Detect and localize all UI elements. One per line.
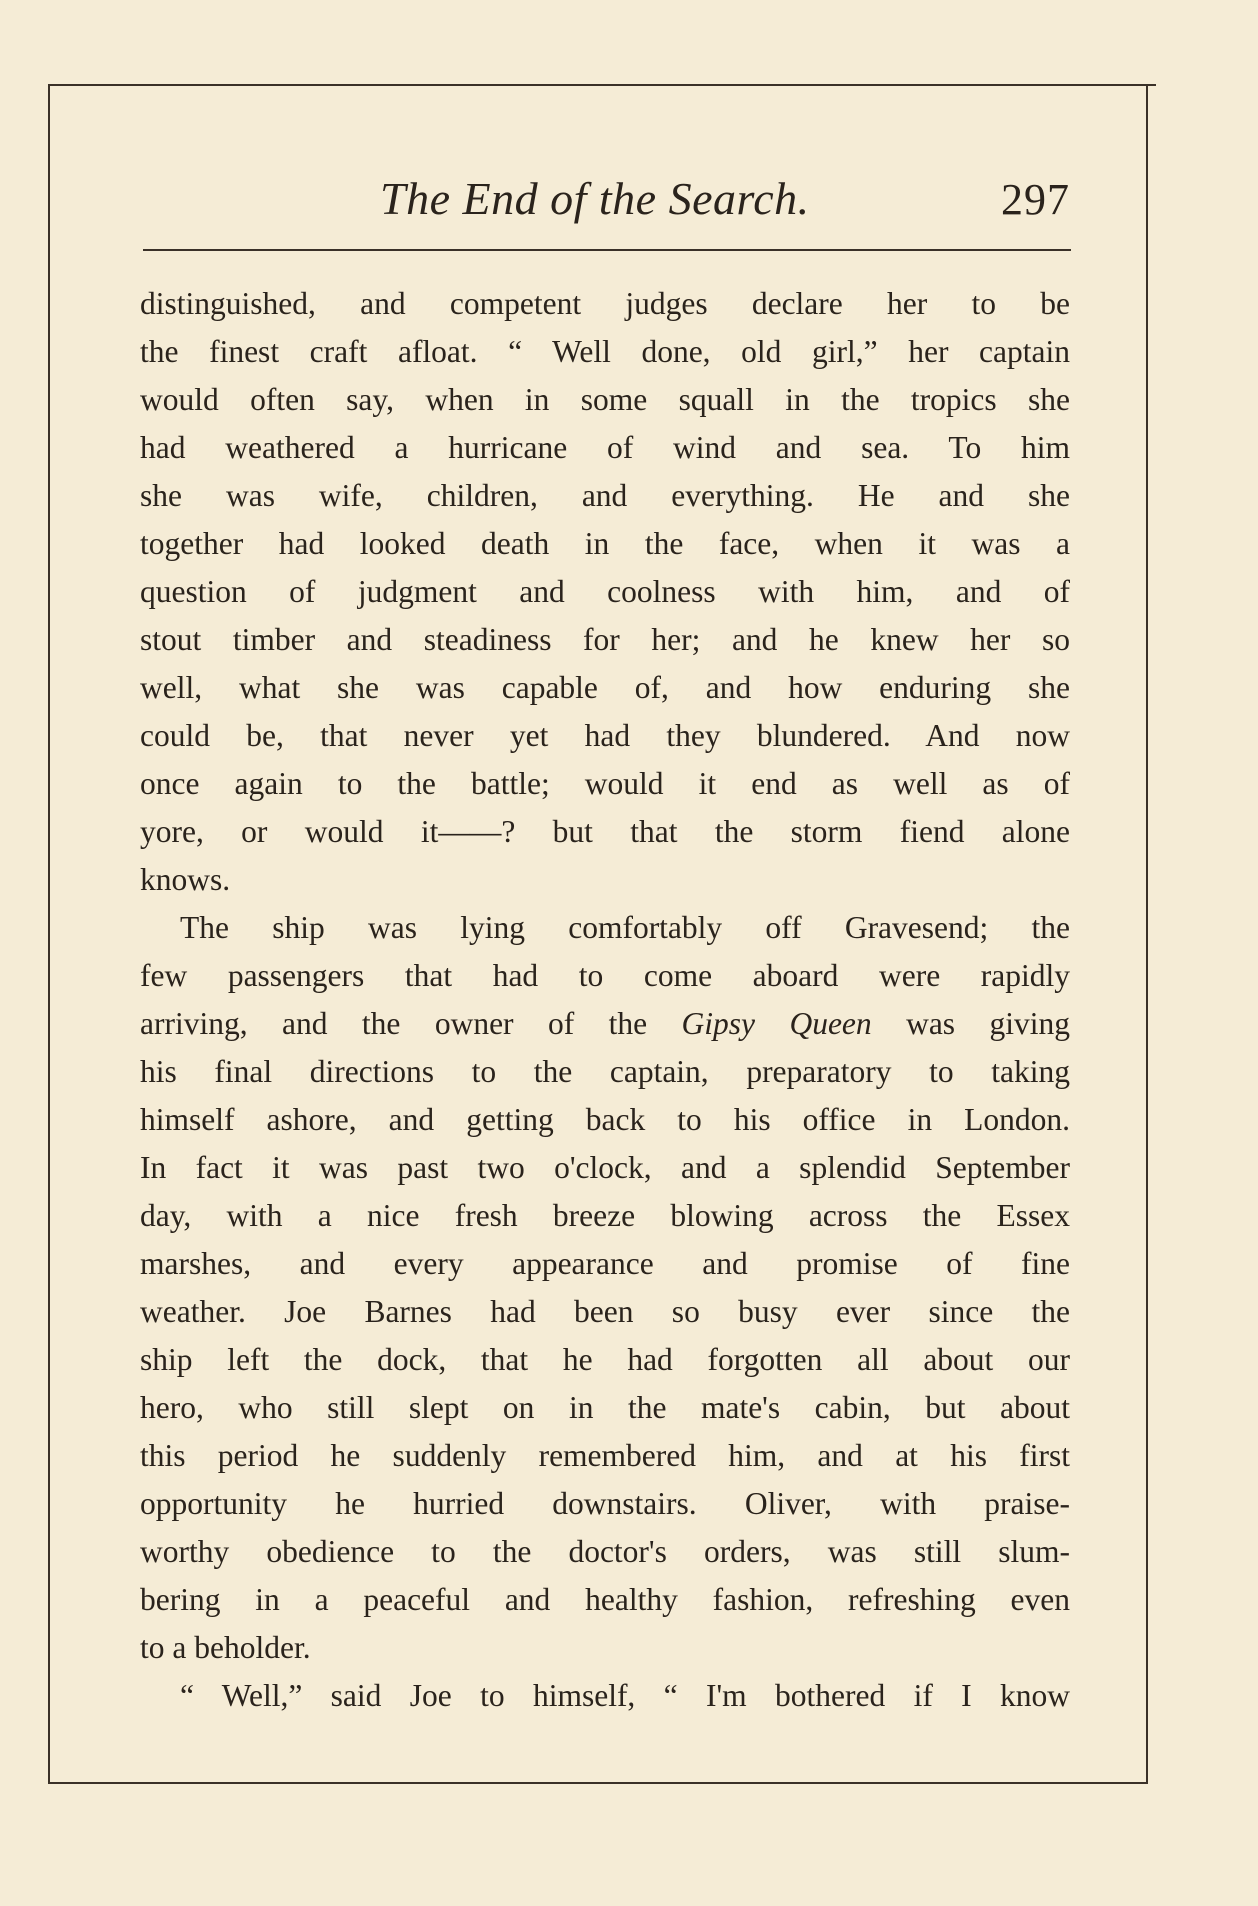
text-line: stout timber and steadiness for her; and he knew her so: [140, 622, 1070, 657]
text-line: marshes, and every appearance and promise of fine: [140, 1246, 1070, 1281]
text-line: worthy obedience to the doctor's orders, was still slum-: [140, 1534, 1070, 1569]
text-line: had weathered a hurricane of wind and sea. To him: [140, 430, 1070, 465]
page-number: 297: [1001, 175, 1070, 224]
body-text: [140, 280, 1070, 1720]
text-line: In fact it was past two o'clock, and a splendid September: [140, 1150, 1070, 1185]
ship-name-italic: Gipsy Queen: [681, 1006, 872, 1041]
text-fragment: arriving, and the owner of the: [140, 1006, 648, 1041]
page-header: [140, 172, 1070, 242]
text-line: together had looked death in the face, when it was a: [140, 526, 1070, 561]
text-line: himself ashore, and getting back to his office in London.: [140, 1102, 1070, 1137]
text-line: could be, that never yet had they blundered. And now: [140, 718, 1070, 753]
text-line: ship left the dock, that he had forgotten all about our: [140, 1342, 1070, 1377]
text-line-with-italic: [140, 1000, 1070, 1048]
text-line: bering in a peaceful and healthy fashion, refreshing even: [140, 1582, 1070, 1617]
text-line: opportunity he hurried downstairs. Oliver, with praise-: [140, 1486, 1070, 1521]
text-line: knows.: [140, 862, 231, 897]
text-line: well, what she was capable of, and how enduring she: [140, 670, 1070, 705]
text-line: day, with a nice fresh breeze blowing across the Essex: [140, 1198, 1070, 1233]
text-line: she was wife, children, and everything. He and she: [140, 478, 1070, 513]
text-line: The ship was lying comfortably off Gravesend; the: [180, 910, 1070, 945]
text-line: question of judgment and coolness with him, and of: [140, 574, 1070, 609]
text-line: the finest craft afloat. “ Well done, old girl,” her captain: [140, 334, 1070, 369]
text-line: weather. Joe Barnes had been so busy ever since the: [140, 1294, 1070, 1329]
text-line: hero, who still slept on in the mate's cabin, but about: [140, 1390, 1070, 1425]
text-line: his final directions to the captain, preparatory to taking: [140, 1054, 1070, 1089]
header-rule: [143, 249, 1071, 251]
text-line: “ Well,” said Joe to himself, “ I'm bothered if I know: [180, 1678, 1070, 1713]
text-line: would often say, when in some squall in the tropics she: [140, 382, 1070, 417]
running-title: The End of the Search.: [380, 173, 810, 224]
text-line: this period he suddenly remembered him, and at his first: [140, 1438, 1070, 1473]
text-line: yore, or would it——? but that the storm fiend alone: [140, 814, 1070, 849]
text-line: once again to the battle; would it end as well as of: [140, 766, 1070, 801]
text-line: distinguished, and competent judges declare her to be: [140, 286, 1070, 321]
text-fragment: was giving: [906, 1006, 1070, 1041]
text-line: few passengers that had to come aboard were rapidly: [140, 958, 1070, 993]
text-line: to a beholder.: [140, 1630, 311, 1665]
